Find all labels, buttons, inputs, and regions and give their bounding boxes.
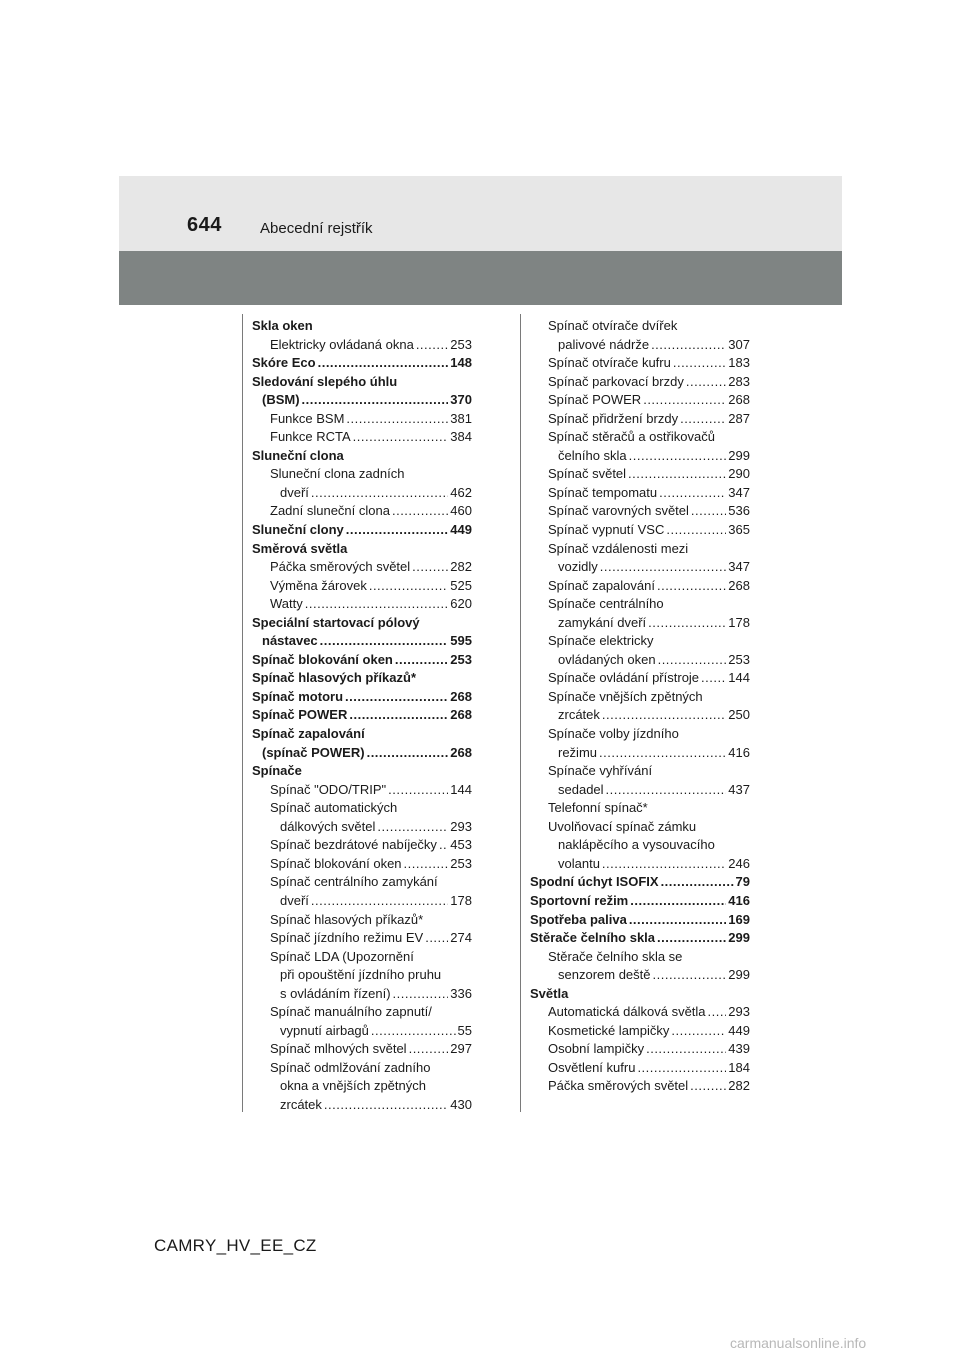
index-entry-text: Uvolňovací spínač zámku (548, 818, 697, 834)
dot-leader (392, 502, 448, 521)
index-entry-text: Spínač přidržení brzdy (548, 410, 679, 426)
index-entry (252, 985, 472, 1004)
dot-leader (659, 484, 726, 503)
index-entry-text: Watty (270, 596, 303, 612)
index-entry-text: naklápěcího a vysouvacího (558, 837, 715, 853)
header-band (119, 251, 842, 305)
index-entry-page: 297 (450, 1041, 472, 1057)
index-entry-page: 178 (450, 892, 472, 908)
index-entry (252, 484, 472, 503)
index-entry-text: zrcátek (280, 1096, 322, 1112)
index-entry (530, 651, 750, 670)
index-entry (530, 873, 750, 892)
index-entry-text: zrcátek (558, 707, 600, 723)
index-entry-page: 283 (728, 373, 750, 389)
index-entry (252, 540, 472, 559)
index-entry (530, 836, 750, 855)
index-entry-text: Spínače vyhřívání (548, 763, 653, 779)
dot-leader (353, 428, 449, 447)
index-entry-text: dálkových světel (280, 818, 376, 834)
index-entry-text: při opouštění jízdního pruhu (280, 967, 442, 983)
dot-leader (691, 502, 726, 521)
index-entry-page: 384 (450, 429, 472, 445)
index-entry-text: senzorem deště (558, 967, 651, 983)
dot-leader (657, 929, 726, 948)
index-entry-page: 268 (450, 707, 472, 723)
index-entry-text: volantu (558, 855, 600, 871)
dot-leader (628, 465, 726, 484)
index-entry-page: 184 (728, 1059, 750, 1075)
index-entry (530, 1040, 750, 1059)
index-entry (530, 614, 750, 633)
index-entry (530, 855, 750, 874)
index-entry (530, 688, 750, 707)
dot-leader (671, 1022, 726, 1041)
index-column-right (530, 317, 750, 1096)
index-entry (530, 632, 750, 651)
index-entry-text: Spínač automatických (270, 800, 398, 816)
index-entry-text: Spínač POWER (548, 392, 642, 408)
dot-leader (661, 873, 734, 892)
index-entry (252, 410, 472, 429)
index-entry-page: 462 (450, 484, 472, 500)
dot-leader (388, 781, 448, 800)
index-entry-page: 347 (728, 484, 750, 500)
index-entry-text: Skla oken (252, 318, 313, 333)
index-entry-text: nástavec (262, 633, 318, 649)
index-entry-page: 148 (450, 355, 472, 371)
index-entry-page: 253 (450, 855, 472, 871)
index-entry-page: 299 (728, 967, 750, 983)
watermark: carmanualsonline.info (730, 1335, 867, 1351)
index-entry-page: 290 (728, 466, 750, 482)
index-entry-page: 178 (728, 614, 750, 630)
index-entry (530, 502, 750, 521)
index-entry (530, 706, 750, 725)
header-background (119, 176, 842, 251)
index-entry (252, 336, 472, 355)
index-entry-text: Spínač vzdálenosti mezi (548, 540, 689, 556)
index-entry-text: Spodní úchyt ISOFIX (530, 874, 659, 890)
dot-leader (302, 391, 449, 410)
index-entry (252, 1059, 472, 1078)
index-entry (530, 799, 750, 818)
index-entry-text: režimu (558, 744, 598, 760)
index-entry-page: 253 (450, 651, 472, 667)
index-entry-text: okna a vnějších zpětných (280, 1078, 426, 1094)
dot-leader (686, 373, 726, 392)
index-entry-text: Spínač zapalování (548, 577, 655, 593)
index-entry-text: zamykání dveří (558, 614, 647, 630)
dot-leader (425, 929, 448, 948)
index-entry (252, 1040, 472, 1059)
index-entry-text: Spínač blokování oken (252, 651, 393, 667)
index-entry (252, 428, 472, 447)
dot-leader (630, 892, 726, 911)
index-entry-page: 253 (450, 336, 472, 352)
index-entry-text: Elektricky ovládaná okna (270, 336, 414, 352)
index-entry-page: 453 (450, 837, 472, 853)
index-entry (252, 669, 472, 688)
index-entry-text: Sluneční clona (252, 447, 344, 463)
index-entry (530, 336, 750, 355)
index-entry-text: dveří (280, 892, 309, 908)
index-entry-text: Kosmetické lampičky (548, 1022, 670, 1038)
index-entry-text: Spínač blokování oken (270, 855, 402, 871)
index-entry-text: Spínače centrálního (548, 596, 664, 612)
index-entry (252, 373, 472, 392)
model-code: CAMRY_HV_EE_CZ (154, 1236, 317, 1255)
index-entry (530, 1003, 750, 1022)
index-entry-text: dveří (280, 484, 309, 500)
index-entry-text: Spínač otvírače dvířek (548, 318, 678, 333)
index-entry (252, 706, 472, 725)
dot-leader (345, 688, 448, 707)
index-entry-text: (BSM) (262, 392, 300, 408)
index-entry-page: 268 (728, 392, 750, 408)
dot-leader (320, 632, 449, 651)
index-entry (530, 595, 750, 614)
index-entry (252, 688, 472, 707)
index-entry-text: vozidly (558, 559, 598, 575)
index-entry-page: 347 (728, 559, 750, 575)
index-entry-page: 370 (450, 392, 472, 408)
dot-leader (658, 651, 727, 670)
index-entry (252, 836, 472, 855)
dot-leader (369, 577, 448, 596)
index-entry (252, 1077, 472, 1096)
index-entry-page: 268 (450, 744, 472, 760)
index-entry (530, 428, 750, 447)
index-entry (530, 1059, 750, 1078)
index-entry-text: Spínač centrálního zamykání (270, 874, 438, 890)
dot-leader (324, 1096, 448, 1115)
index-entry (530, 373, 750, 392)
dot-leader (393, 985, 449, 1004)
index-entry-page: 460 (450, 503, 472, 519)
index-entry-text: Výměna žárovek (270, 577, 367, 593)
dot-leader (629, 911, 726, 930)
dot-leader (673, 354, 726, 373)
index-entry-text: Spínač vypnutí VSC (548, 522, 665, 538)
index-entry (252, 781, 472, 800)
index-entry (252, 558, 472, 577)
dot-leader (371, 1022, 456, 1041)
index-entry-text: (spínač POWER) (262, 744, 365, 760)
index-entry-text: Spínač odmlžování zadního (270, 1059, 431, 1075)
index-entry (530, 558, 750, 577)
index-entry (252, 651, 472, 670)
index-entry-page: 381 (450, 410, 472, 426)
index-entry-page: 449 (728, 1022, 750, 1038)
index-entry (252, 1003, 472, 1022)
index-entry (252, 725, 472, 744)
index-entry-text: čelního skla (558, 447, 627, 463)
index-entry (530, 892, 750, 911)
index-entry-page: 595 (450, 633, 472, 649)
index-entry-page: 253 (728, 651, 750, 667)
index-entry-text: Spínač mlhových světel (270, 1041, 407, 1057)
middle-column-rule (520, 314, 521, 1112)
index-entry-text: Zadní sluneční clona (270, 503, 390, 519)
dot-leader (346, 521, 449, 540)
index-entry-text: Spínač hlasových příkazů* (270, 911, 424, 927)
index-entry-page: 365 (728, 522, 750, 538)
index-entry-text: Spínač světel (548, 466, 627, 482)
index-entry-page: 437 (728, 781, 750, 797)
index-entry-text: Spínač POWER (252, 707, 348, 723)
dot-leader (701, 669, 726, 688)
dot-leader (653, 966, 727, 985)
dot-leader (404, 855, 449, 874)
dot-leader (602, 706, 726, 725)
index-entry (252, 799, 472, 818)
index-entry-page: 246 (728, 855, 750, 871)
index-entry-text: Spínač manuálního zapnutí/ (270, 1004, 432, 1020)
index-entry (530, 911, 750, 930)
index-entry (252, 465, 472, 484)
index-entry-text: Spínač LDA (Upozornění (270, 948, 414, 964)
index-entry-page: 299 (728, 930, 750, 946)
dot-leader (690, 1077, 726, 1096)
dot-leader (311, 892, 448, 911)
index-entry (530, 929, 750, 948)
index-entry-text: Páčka směrových světel (270, 559, 411, 575)
section-title: Abecední rejstřík (260, 220, 373, 237)
index-entry (252, 595, 472, 614)
index-entry-text: Spínač stěračů a ostřikovačů (548, 429, 715, 445)
index-entry (252, 892, 472, 911)
index-entry-page: 268 (728, 577, 750, 593)
index-entry (530, 1022, 750, 1041)
index-entry (252, 317, 472, 336)
index-entry (530, 762, 750, 781)
index-entry-page: 416 (728, 744, 750, 760)
index-entry-page: 299 (728, 447, 750, 463)
index-entry-text: Spínač zapalování (252, 726, 365, 742)
index-entry-text: Sluneční clony (252, 522, 344, 538)
index-entry-text: Spínače elektricky (548, 633, 654, 649)
index-entry (530, 781, 750, 800)
index-entry (252, 577, 472, 596)
index-entry (530, 317, 750, 336)
dot-leader (416, 336, 448, 355)
index-entry (530, 410, 750, 429)
index-entry (530, 577, 750, 596)
index-entry-text: Spínače ovládání přístroje (548, 670, 700, 686)
index-entry (530, 725, 750, 744)
index-entry-page: 287 (728, 410, 750, 426)
dot-leader (651, 336, 726, 355)
index-entry (530, 354, 750, 373)
index-entry-text: palivové nádrže (558, 336, 650, 352)
dot-leader (600, 558, 727, 577)
index-entry (530, 948, 750, 967)
index-entry-page: 430 (450, 1096, 472, 1112)
index-entry (530, 465, 750, 484)
dot-leader (367, 744, 449, 763)
index-entry (530, 818, 750, 837)
index-entry (252, 911, 472, 930)
index-entry-page: 79 (735, 874, 750, 890)
index-entry-text: Spínače volby jízdního (548, 726, 679, 742)
index-entry-page: 439 (728, 1041, 750, 1057)
index-entry-page: 274 (450, 930, 472, 946)
index-entry (530, 484, 750, 503)
index-entry (252, 762, 472, 781)
index-entry-page: 336 (450, 985, 472, 1001)
index-entry-text: Stěrače čelního skla (530, 930, 656, 946)
index-entry-text: Světla (530, 985, 569, 1001)
index-entry-text: ovládaných oken (558, 651, 656, 667)
dot-leader (666, 521, 726, 540)
index-entry-page: 307 (728, 336, 750, 352)
index-entry-text: Spínač motoru (252, 688, 344, 704)
index-entry (252, 354, 472, 373)
index-entry-page: 250 (728, 707, 750, 723)
index-entry-text: Spínače (252, 763, 302, 779)
index-entry (252, 502, 472, 521)
index-entry (530, 1077, 750, 1096)
index-entry-text: vypnutí airbagů (280, 1022, 369, 1038)
index-entry-text: Telefonní spínač* (548, 800, 648, 816)
index-entry (252, 744, 472, 763)
index-entry (252, 447, 472, 466)
index-entry-page: 449 (450, 522, 472, 538)
index-entry-text: Spínač tempomatu (548, 484, 658, 500)
dot-leader (657, 577, 726, 596)
dot-leader (439, 836, 448, 855)
index-entry (252, 614, 472, 633)
dot-leader (629, 447, 727, 466)
index-entry-page: 282 (728, 1078, 750, 1094)
index-entry-page: 55 (457, 1022, 472, 1038)
index-entry (530, 985, 750, 1004)
index-entry-text: Spínače vnějších zpětných (548, 688, 703, 704)
dot-leader (395, 651, 448, 670)
index-entry (530, 744, 750, 763)
index-entry-text: Speciální startovací pólový (252, 614, 420, 630)
index-entry (252, 632, 472, 651)
dot-leader (680, 410, 726, 429)
index-entry-text: Sledování slepého úhlu (252, 373, 398, 389)
dot-leader (602, 855, 726, 874)
dot-leader (637, 1059, 726, 1078)
index-entry (530, 521, 750, 540)
index-entry-text: Spínač bezdrátové nabíječky (270, 837, 437, 853)
index-entry-text: Páčka směrových světel (548, 1078, 689, 1094)
index-entry-text: s ovládáním řízení) (280, 985, 391, 1001)
index-entry (252, 929, 472, 948)
index-entry-page: 293 (728, 1004, 750, 1020)
dot-leader (409, 1040, 449, 1059)
index-entry (530, 966, 750, 985)
index-entry-text: Spínač varovných světel (548, 503, 689, 519)
dot-leader (606, 781, 727, 800)
dot-leader (648, 614, 726, 633)
index-entry-page: 282 (450, 559, 472, 575)
index-entry (252, 521, 472, 540)
dot-leader (311, 484, 448, 503)
index-entry-text: Spínač otvírače kufru (548, 355, 671, 371)
index-entry (252, 1022, 472, 1041)
index-entry-text: Směrová světla (252, 540, 348, 556)
index-column-left (252, 317, 472, 1115)
index-entry-text: Spínač hlasových příkazů* (252, 670, 417, 686)
dot-leader (346, 410, 448, 429)
index-entry (252, 391, 472, 410)
index-entry-page: 525 (450, 577, 472, 593)
dot-leader (305, 595, 449, 614)
index-entry (530, 391, 750, 410)
index-entry-text: Spínač jízdního režimu EV (270, 930, 424, 946)
index-entry (252, 873, 472, 892)
index-entry-text: Funkce RCTA (270, 429, 351, 445)
dot-leader (412, 558, 448, 577)
index-entry (252, 855, 472, 874)
index-entry-text: sedadel (558, 781, 604, 797)
index-entry (530, 540, 750, 559)
dot-leader (318, 354, 449, 373)
dot-leader (643, 391, 726, 410)
index-entry (252, 1096, 472, 1115)
index-entry-text: Funkce BSM (270, 410, 345, 426)
left-column-rule (242, 314, 243, 1112)
index-entry-text: Sluneční clona zadních (270, 466, 405, 482)
index-entry-text: Skóre Eco (252, 355, 316, 371)
index-entry-page: 144 (450, 781, 472, 797)
index-entry-text: Osobní lampičky (548, 1041, 645, 1057)
index-entry-text: Osvětlení kufru (548, 1059, 636, 1075)
index-entry-page: 183 (728, 355, 750, 371)
index-entry-page: 536 (728, 503, 750, 519)
dot-leader (377, 818, 448, 837)
dot-leader (646, 1040, 726, 1059)
index-entry (252, 948, 472, 967)
index-entry-text: Sportovní režim (530, 892, 629, 908)
index-entry-page: 416 (728, 892, 750, 908)
index-entry-page: 169 (728, 911, 750, 927)
index-entry-text: Spotřeba paliva (530, 911, 627, 927)
index-entry-page: 268 (450, 688, 472, 704)
index-entry-text: Automatická dálková světla (548, 1004, 706, 1020)
index-entry-page: 293 (450, 818, 472, 834)
index-entry-text: Stěrače čelního skla se (548, 948, 683, 964)
dot-leader (599, 744, 726, 763)
index-entry (530, 447, 750, 466)
index-entry (252, 966, 472, 985)
index-entry-text: Spínač parkovací brzdy (548, 373, 684, 389)
dot-leader (349, 706, 448, 725)
index-entry-page: 144 (728, 670, 750, 686)
index-entry (252, 818, 472, 837)
index-entry (530, 669, 750, 688)
dot-leader (708, 1003, 727, 1022)
index-entry-text: Spínač "ODO/TRIP" (270, 781, 387, 797)
page-number: 644 (187, 214, 222, 236)
index-entry-page: 620 (450, 596, 472, 612)
